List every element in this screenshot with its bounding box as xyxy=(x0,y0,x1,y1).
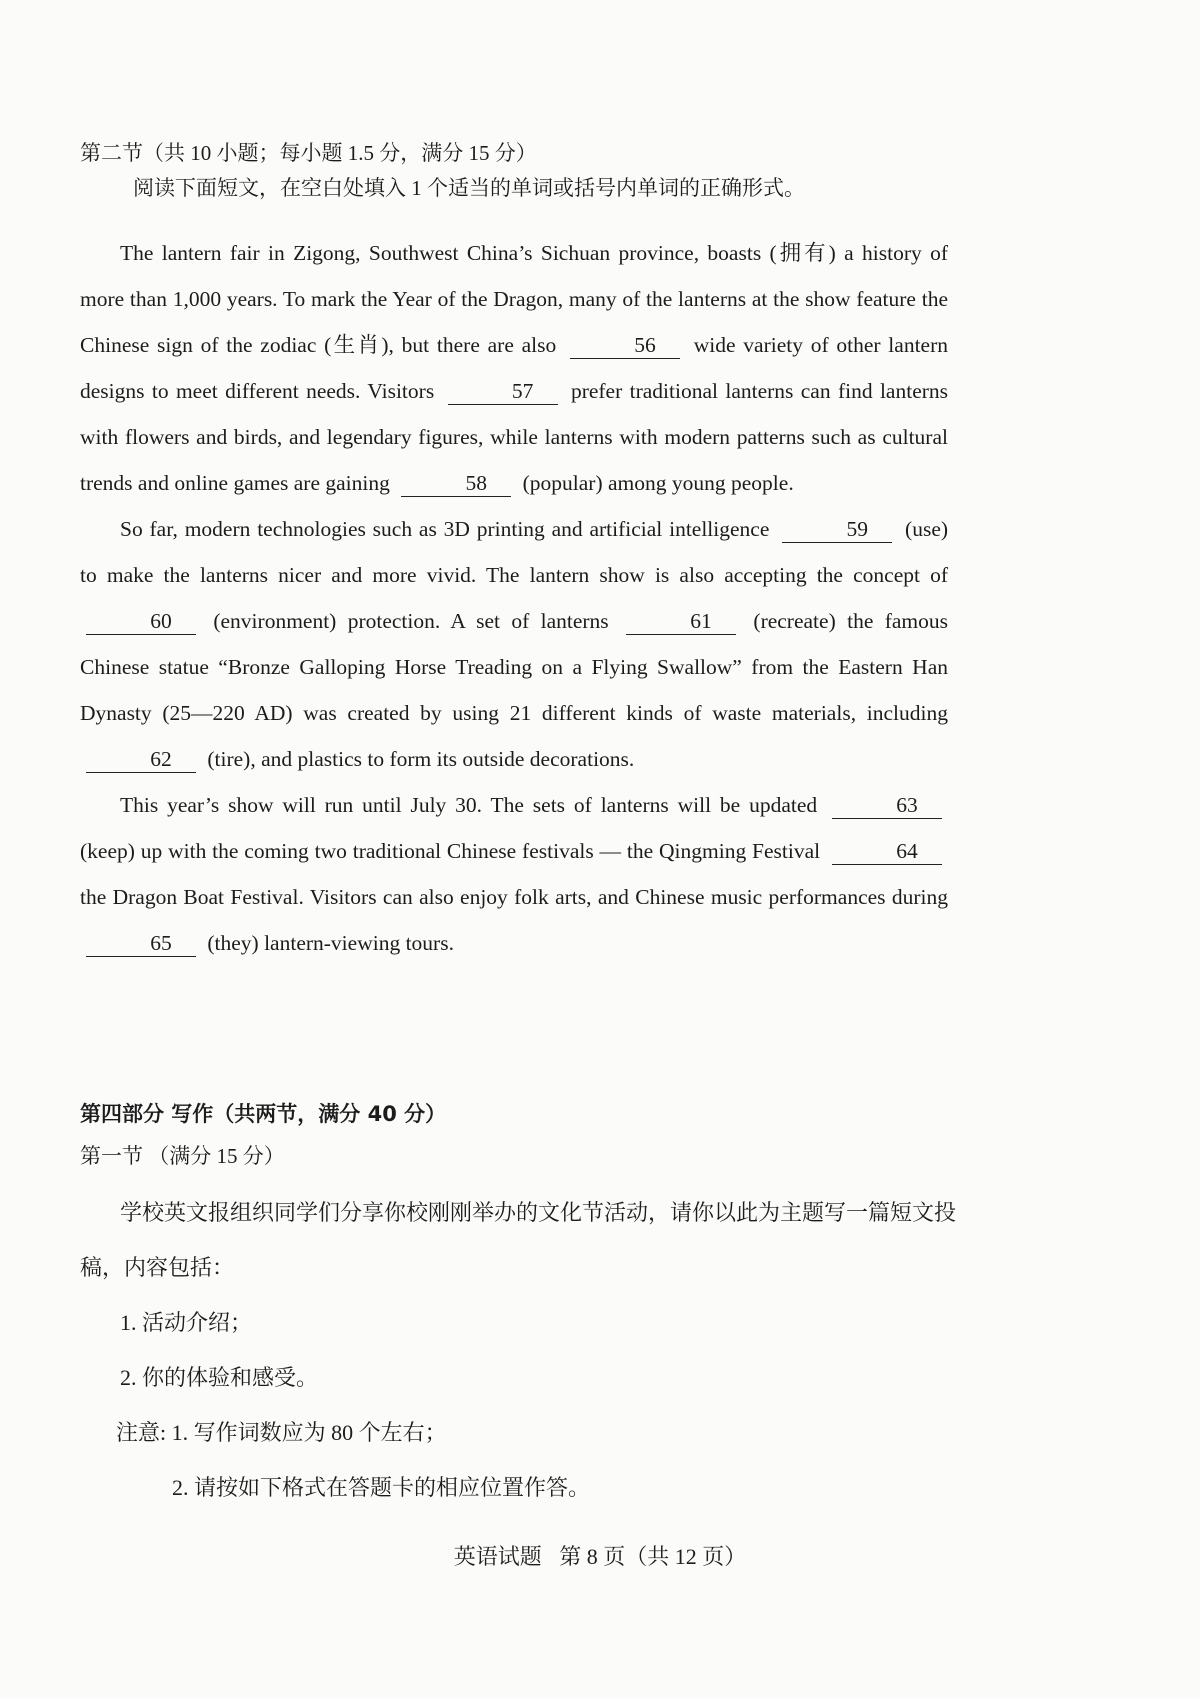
blank-60: 60 xyxy=(86,608,196,635)
content-item: 1. 活动介绍； xyxy=(120,1310,253,1335)
passage-text: (use) to make the lanterns nicer and more vivid. The lantern show is also accepting the concept of xyxy=(80,517,949,587)
blank-59: 59 xyxy=(782,516,892,543)
passage-text: (tire), and plastics to form its outside decorations. xyxy=(207,747,635,771)
footer-page-number: 第 8 页（共 12 页） xyxy=(559,1544,747,1569)
blank-62: 62 xyxy=(86,746,196,773)
passage-text: (popular) among young people. xyxy=(522,471,794,495)
writing-prompt: 学校英文报组织同学们分享你校刚刚举办的文化节活动，请你以此为主题写一篇短文投稿，内容包括： xyxy=(80,1200,957,1280)
writing-section-title: 第一节 （满分 15 分） xyxy=(80,1144,285,1168)
passage-text: prefer traditional lanterns can find lanterns with flowers and birds, and legendary figures, while lanterns with modern patterns such as cultural trends and online games are gaining xyxy=(80,379,949,495)
blank-57: 57 xyxy=(448,378,558,405)
passage-text: (recreate) the famous Chinese statue “Bronze Galloping Horse Treading on a Flying Swallow” from the Eastern Han Dynasty (25—220 AD) was created by using 21 different kinds of waste materials, including xyxy=(80,609,949,725)
section-header: 第二节（共 10 小题；每小题 1.5 分，满分 15 分） xyxy=(80,141,537,165)
blank-56: 56 xyxy=(570,332,680,359)
note-item: 2. 请按如下格式在答题卡的相应位置作答。 xyxy=(172,1475,591,1500)
passage-text: This year’s show will run until July 30. The sets of lanterns will be updated xyxy=(120,793,818,817)
instruction: 阅读下面短文，在空白处填入 1 个适当的单词或括号内单词的正确形式。 xyxy=(133,176,805,200)
content-item: 2. 你的体验和感受。 xyxy=(120,1365,319,1390)
part-four-title: 第四部分 写作（共两节，满分 40 分） xyxy=(80,1102,447,1126)
passage-paragraph-3 xyxy=(80,782,948,966)
passage-text: (keep) up with the coming two traditional Chinese festivals — the Qingming Festival xyxy=(80,839,821,863)
passage-text: (they) lantern-viewing tours. xyxy=(207,931,454,955)
passage-text: So far, modern technologies such as 3D printing and artificial intelligence xyxy=(120,517,770,541)
footer-subject: 英语试题 xyxy=(453,1544,542,1569)
blank-58: 58 xyxy=(401,470,511,497)
cloze-passage xyxy=(80,230,948,966)
blank-63: 63 xyxy=(832,792,942,819)
blank-65: 65 xyxy=(86,930,196,957)
blank-61: 61 xyxy=(626,608,736,635)
passage-text: The lantern fair in Zigong, Southwest China’s Sichuan province, boasts (拥有) a history of more than 1,000 years. To mark the Year of the Dragon, many of the lanterns at the show feature the Chinese sign of the zodiac (生肖), but there are also xyxy=(80,241,948,357)
page-footer xyxy=(0,1540,1200,1571)
passage-text: (environment) protection. A set of lanterns xyxy=(213,609,609,633)
writing-task xyxy=(80,1185,960,1515)
passage-paragraph-2 xyxy=(80,506,948,782)
note-item: 注意: 1. 写作词数应为 80 个左右； xyxy=(116,1420,447,1445)
passage-text: wide variety of other lantern designs to meet different needs. Visitors xyxy=(80,333,949,403)
blank-64: 64 xyxy=(832,838,942,865)
passage-text: the Dragon Boat Festival. Visitors can also enjoy folk arts, and Chinese music performances during xyxy=(80,885,948,909)
passage-paragraph-1 xyxy=(80,230,948,506)
